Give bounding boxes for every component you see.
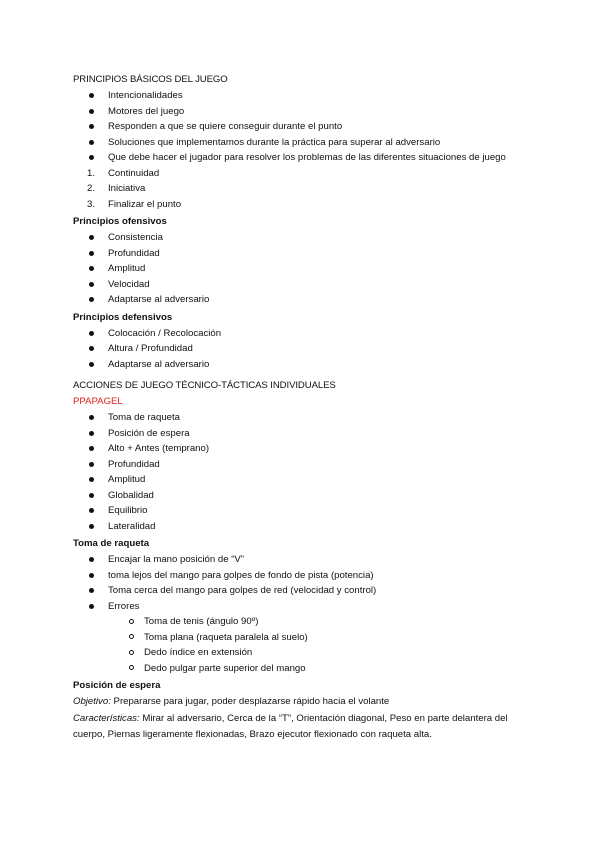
list-toma-raqueta [73,552,540,614]
list-item: Equilibrio [73,503,540,519]
heading-toma-raqueta: Toma de raqueta [73,538,150,549]
bullet-icon [89,508,94,513]
list-errores [73,614,540,676]
bullet-icon [89,331,94,336]
list-item: Dedo pulgar parte superior del mango [73,661,540,677]
circle-bullet-icon [129,634,134,639]
bullet-icon [89,446,94,451]
list-principios-ofensivos [73,230,540,308]
list-item: Toma cerca del mango para golpes de red (velocidad y control) [73,583,540,599]
list-principios-defensivos [73,326,540,373]
bullet-icon [89,362,94,367]
list-item: Profundidad [73,457,540,473]
bullet-icon [89,155,94,160]
bullet-icon [89,573,94,578]
acronym-ppapagel: PPAPAGEL [73,396,123,407]
bullet-icon [89,266,94,271]
list-item: 1. Continuidad [87,167,160,179]
bullet-icon [89,431,94,436]
circle-bullet-icon [129,619,134,624]
list-item: Velocidad [73,277,540,293]
bullet-icon [89,604,94,609]
circle-bullet-icon [129,665,134,670]
list-item: Encajar la mano posición de “V” [73,552,540,568]
bullet-icon [89,346,94,351]
list-acciones [73,410,540,534]
list-item: Errores [73,599,540,615]
list-item: Alto + Antes (temprano) [73,441,540,457]
list-item: Amplitud [73,472,540,488]
bullet-icon [89,93,94,98]
bullet-icon [89,477,94,482]
bullet-icon [89,251,94,256]
bullet-icon [89,282,94,287]
heading-posicion-espera: Posición de espera [73,680,161,691]
bullet-icon [89,557,94,562]
list-item: Toma plana (raqueta paralela al suelo) [73,630,540,646]
bullet-icon [89,297,94,302]
list-principios-basicos [73,88,540,166]
list-item: Toma de raqueta [73,410,540,426]
list-item: Toma de tenis (ángulo 90º) [73,614,540,630]
list-item: Responden a que se quiere conseguir durante el punto [73,119,540,135]
list-item: Amplitud [73,261,540,277]
bullet-icon [89,462,94,467]
list-item: Que debe hacer el jugador para resolver los problemas de las diferentes situaciones de juego [73,150,540,166]
list-item: Adaptarse al adversario [73,357,540,373]
heading-acciones: ACCIONES DE JUEGO TÉCNICO-TÁCTICAS INDIVIDUALES [73,380,336,391]
bullet-icon [89,124,94,129]
bullet-icon [89,524,94,529]
list-item: Posición de espera [73,426,540,442]
paragraph-objetivo: Objetivo: Prepararse para jugar, poder desplazarse rápido hacia el volante [73,696,390,707]
list-item: Colocación / Recolocación [73,326,540,342]
list-item: Globalidad [73,488,540,504]
bullet-icon [89,493,94,498]
list-item: Intencionalidades [73,88,540,104]
heading-principios-basicos: PRINCIPIOS BÁSICOS DEL JUEGO [73,74,228,85]
list-item: Motores del juego [73,104,540,120]
list-item: 3. Finalizar el punto [87,198,182,210]
list-item: 2. Iniciativa [87,183,146,194]
paragraph-caracteristicas: Características: Mirar al adversario, Cerca de la “T”, Orientación diagonal, Peso en parte delantera del cuerpo, Piernas ligeramente flexionadas, Brazo ejecutor flexionado con raqueta alta. [73,712,508,740]
list-item: Consistencia [73,230,540,246]
list-item: Dedo índice en extensión [73,645,540,661]
bullet-icon [89,140,94,145]
bullet-icon [89,109,94,114]
heading-principios-defensivos: Principios defensivos [73,311,173,323]
list-item: Altura / Profundidad [73,341,540,357]
bullet-icon [89,235,94,240]
list-item: Lateralidad [73,519,540,535]
list-item: Adaptarse al adversario [73,292,540,308]
list-item: Soluciones que implementamos durante la práctica para superar al adversario [73,135,540,151]
heading-principios-ofensivos: Principios ofensivos [73,216,167,227]
list-item: toma lejos del mango para golpes de fondo de pista (potencia) [73,568,540,584]
list-item: Profundidad [73,246,540,262]
circle-bullet-icon [129,650,134,655]
bullet-icon [89,588,94,593]
list-numbered-principios [73,166,540,213]
bullet-icon [89,415,94,420]
